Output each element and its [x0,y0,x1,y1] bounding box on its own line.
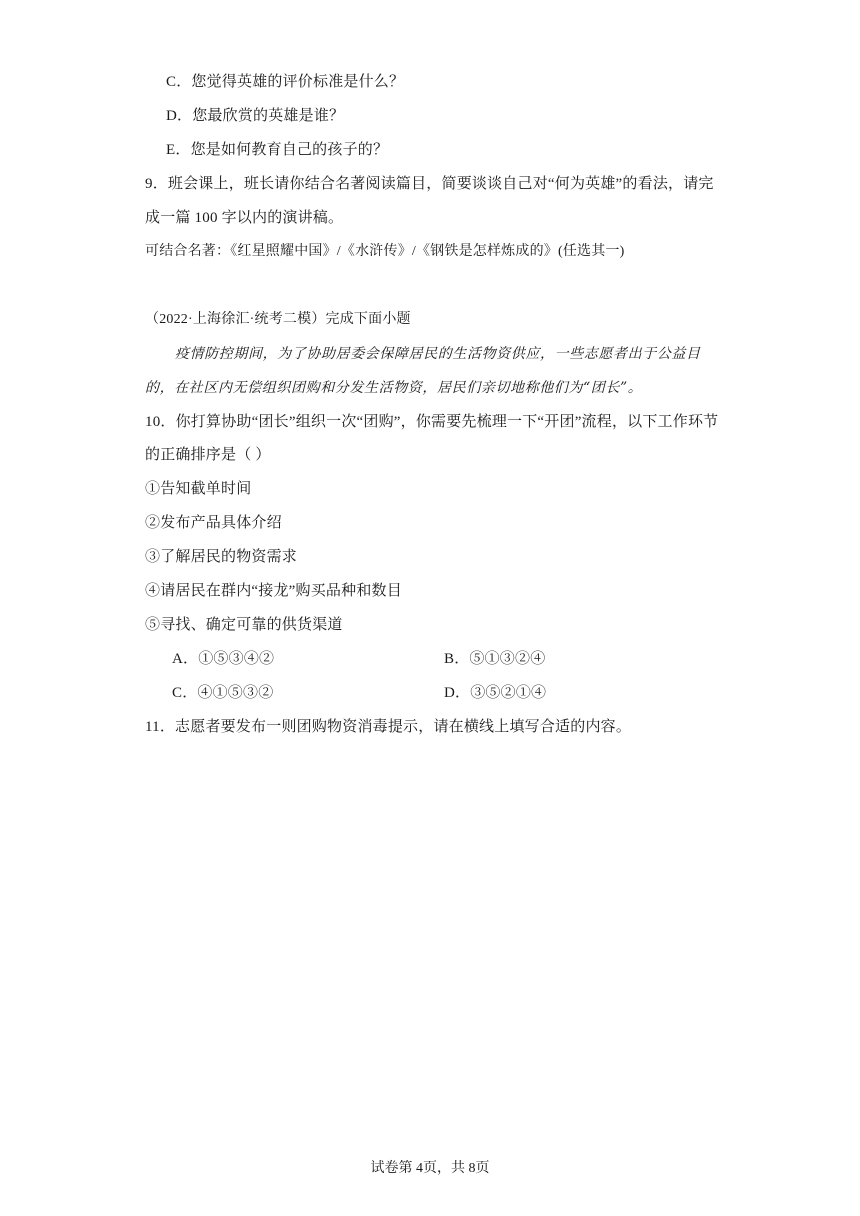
section-source: （2022·上海徐汇·统考二模）完成下面小题 [145,312,411,327]
page-footer: 试卷第 4页，共 8页 [370,1161,490,1176]
q8-option-d: D．您最欣赏的英雄是谁？ [166,108,345,124]
q10-step-1: ①告知截单时间 [145,481,252,497]
q10-step-4: ④请居民在群内“接龙”购买品种和数目 [145,583,402,599]
q8-option-e: E．您是如何教育自己的孩子的？ [166,142,389,158]
q11-prompt: 11．志愿者要发布一则团购物资消毒提示，请在横线上填写合适的内容。 [145,719,632,735]
q10-step-2: ②发布产品具体介绍 [145,515,282,531]
q10-prompt-line2: 的正确排序是（ ） [145,447,271,463]
q10-option-a: A．①⑤③④② [172,651,275,667]
q10-step-5: ⑤寻找、确定可靠的供货渠道 [145,617,343,633]
q10-option-b: B．⑤①③②④ [444,651,546,667]
q9-prompt-line1: 9．班会课上，班长请你结合名著阅读篇目，简要谈谈自己对“何为英雄”的看法，请完 [145,176,714,192]
q10-option-c: C．④①⑤③② [172,685,274,701]
q8-option-c: C．您觉得英雄的评价标准是什么？ [166,74,405,90]
q10-prompt-line1: 10．你打算协助“团长”组织一次“团购”，你需要先梳理一下“开团”流程，以下工作环节 [145,414,719,430]
q10-option-d: D．③⑤②①④ [444,685,547,701]
q9-hint: 可结合名著：《红星照耀中国》/《水浒传》/《钢铁是怎样炼成的》(任选其一) [145,244,625,259]
passage-line1: 疫情防控期间，为了协助居委会保障居民的生活物资供应，一些志愿者出于公益目 [175,346,701,362]
q9-prompt-line2: 成一篇 100 字以内的演讲稿。 [145,210,344,226]
q10-step-3: ③了解居民的物资需求 [145,549,298,565]
passage-line2: 的，在社区内无偿组织团购和分发生活物资，居民们亲切地称他们为“团长”。 [145,380,643,396]
